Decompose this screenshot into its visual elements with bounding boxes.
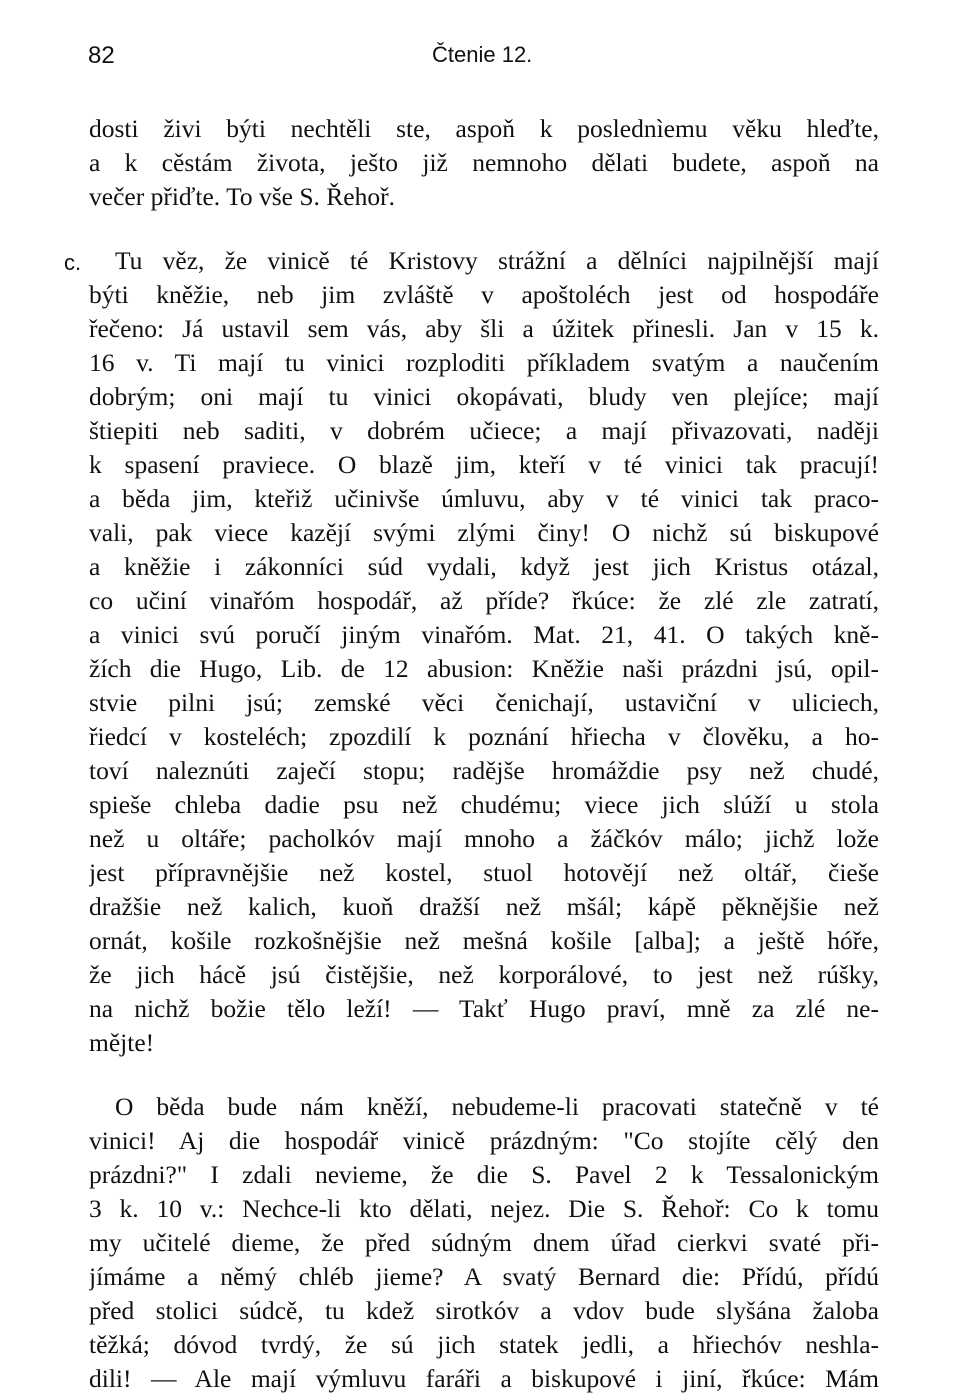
text-line: a běda jim, kteřiž učinivše úmluvu, aby v té vinici tak praco- xyxy=(89,484,879,513)
margin-marker: c. xyxy=(64,250,82,275)
text-line: 16 v. Ti mají tu vinici rozploditi příkladem svatým a naučením xyxy=(89,348,879,377)
text-line: jest přípravnějšie než kostel, stuol hotovějí než oltář, čieše xyxy=(89,858,879,887)
text-line: štiepiti neb saditi, v dobrém učiece; a mají přivazovati, naději xyxy=(89,416,879,445)
text-line: vali, pak viece kazějí svými zlými činy! O nichž sú biskupové xyxy=(89,518,879,547)
text-line: spieše chleba dadie psu než chudému; viece jich slúží u stola xyxy=(89,790,879,819)
text-line: a vinici svú poručí jiným vinařóm. Mat. 21, 41. O takých kně- xyxy=(89,620,879,649)
paragraph-3 xyxy=(89,1090,879,1396)
running-head xyxy=(0,36,960,76)
text-line: dosti živi býti nechtěli ste, aspoň k poslednìemu věku hleďte, xyxy=(89,114,879,143)
text-line: co učiní vinařóm hospodář, až příde? řkúce: že zlé zle zatratí, xyxy=(89,586,879,615)
text-line: těžká; dóvod tvrdý, že sú jich statek jedli, a hřiechóv neshla- xyxy=(89,1330,879,1359)
text-line: toví naleznúti zaječí stopu; radějše hromáždie psy než chudé, xyxy=(89,756,879,785)
text-line: dražšie než kalich, kuoň dražší než mšál; kápě pěknějšie než xyxy=(89,892,879,921)
text-line: dobrým; oni mají tu vinici okopávati, bludy ven plejíce; mají xyxy=(89,382,879,411)
chapter-title: Čtenie 12. xyxy=(432,42,533,67)
text-line: a kněžie i zákonníci súd vydali, když jest jich Kristus otázal, xyxy=(89,552,879,581)
text-line: 3 k. 10 v.: Nechce-li kto dělati, nejez. Die S. Řehoř: Co k tomu xyxy=(89,1194,879,1223)
text-line: že jich hácě jsú čistějšie, než korporálové, to jest než rúšky, xyxy=(89,960,879,989)
text-line: před stolici súdcě, tu kdež sirotkóv a vdov bude slyšána žaloba xyxy=(89,1296,879,1325)
text-line: ornát, košile rozkošnějšie než mešná košile [alba]; a ještě hóře, xyxy=(89,926,879,955)
page-number: 82 xyxy=(88,42,115,69)
text-line: večer přiďte. To vše S. Řehoř. xyxy=(89,182,395,211)
body-text xyxy=(64,112,879,1396)
text-line: žích die Hugo, Lib. de 12 abusion: Kněžie naši prázdni jsú, opil- xyxy=(89,654,879,683)
text-line: řiedcí v kosteléch; zpozdilí k poznání hřiecha v člověku, a ho- xyxy=(89,722,879,751)
text-line: dili! — Ale mají výmluvu faráři a biskupové i jiní, řkúce: Mám xyxy=(89,1364,879,1393)
text-line: mějte! xyxy=(89,1028,155,1057)
text-line: na nichž božie tělo leží! — Takť Hugo praví, mně za zlé ne- xyxy=(89,994,879,1023)
text-line: prázdni?" I zdali nevieme, že die S. Pavel 2 k Tessalonickým xyxy=(89,1160,879,1189)
text-line: vinici! Aj die hospodář vinicě prázdným: "Co stojíte cělý den xyxy=(89,1126,879,1155)
text-line: stvie pilni jsú; zemské věci čenichají, ustaviční v uliciech, xyxy=(89,688,879,717)
text-line: než u oltáře; pacholkóv mají mnoho a žáčkóv málo; jichž lože xyxy=(89,824,879,853)
text-line: k spasení praviece. O blazě jim, kteří v té vinici tak pracují! xyxy=(89,450,879,479)
text-line: jímáme a němý chléb jieme? A svatý Bernard die: Přídú, přídú xyxy=(89,1262,879,1291)
paragraph-1 xyxy=(89,112,879,214)
paragraph-2 xyxy=(64,244,879,1060)
text-line: býti kněžie, neb jim zvláště v apoštoléch jest od hospodáře xyxy=(89,280,879,309)
text-line: a k cěstám života, ješto již nemnoho dělati budete, aspoň na xyxy=(89,148,879,177)
text-line: Tu věz, že vinicě té Kristovy strážní a dělníci najpilnější mají xyxy=(115,246,879,275)
text-line: my učitelé dieme, že před súdným dnem úřad cierkvi svaté při- xyxy=(89,1228,879,1257)
text-line: řečeno: Já ustavil sem vás, aby šli a úžitek přinesli. Jan v 15 k. xyxy=(89,314,879,343)
text-line: O běda bude nám kněží, nebudeme-li pracovati statečně v té xyxy=(115,1092,879,1121)
